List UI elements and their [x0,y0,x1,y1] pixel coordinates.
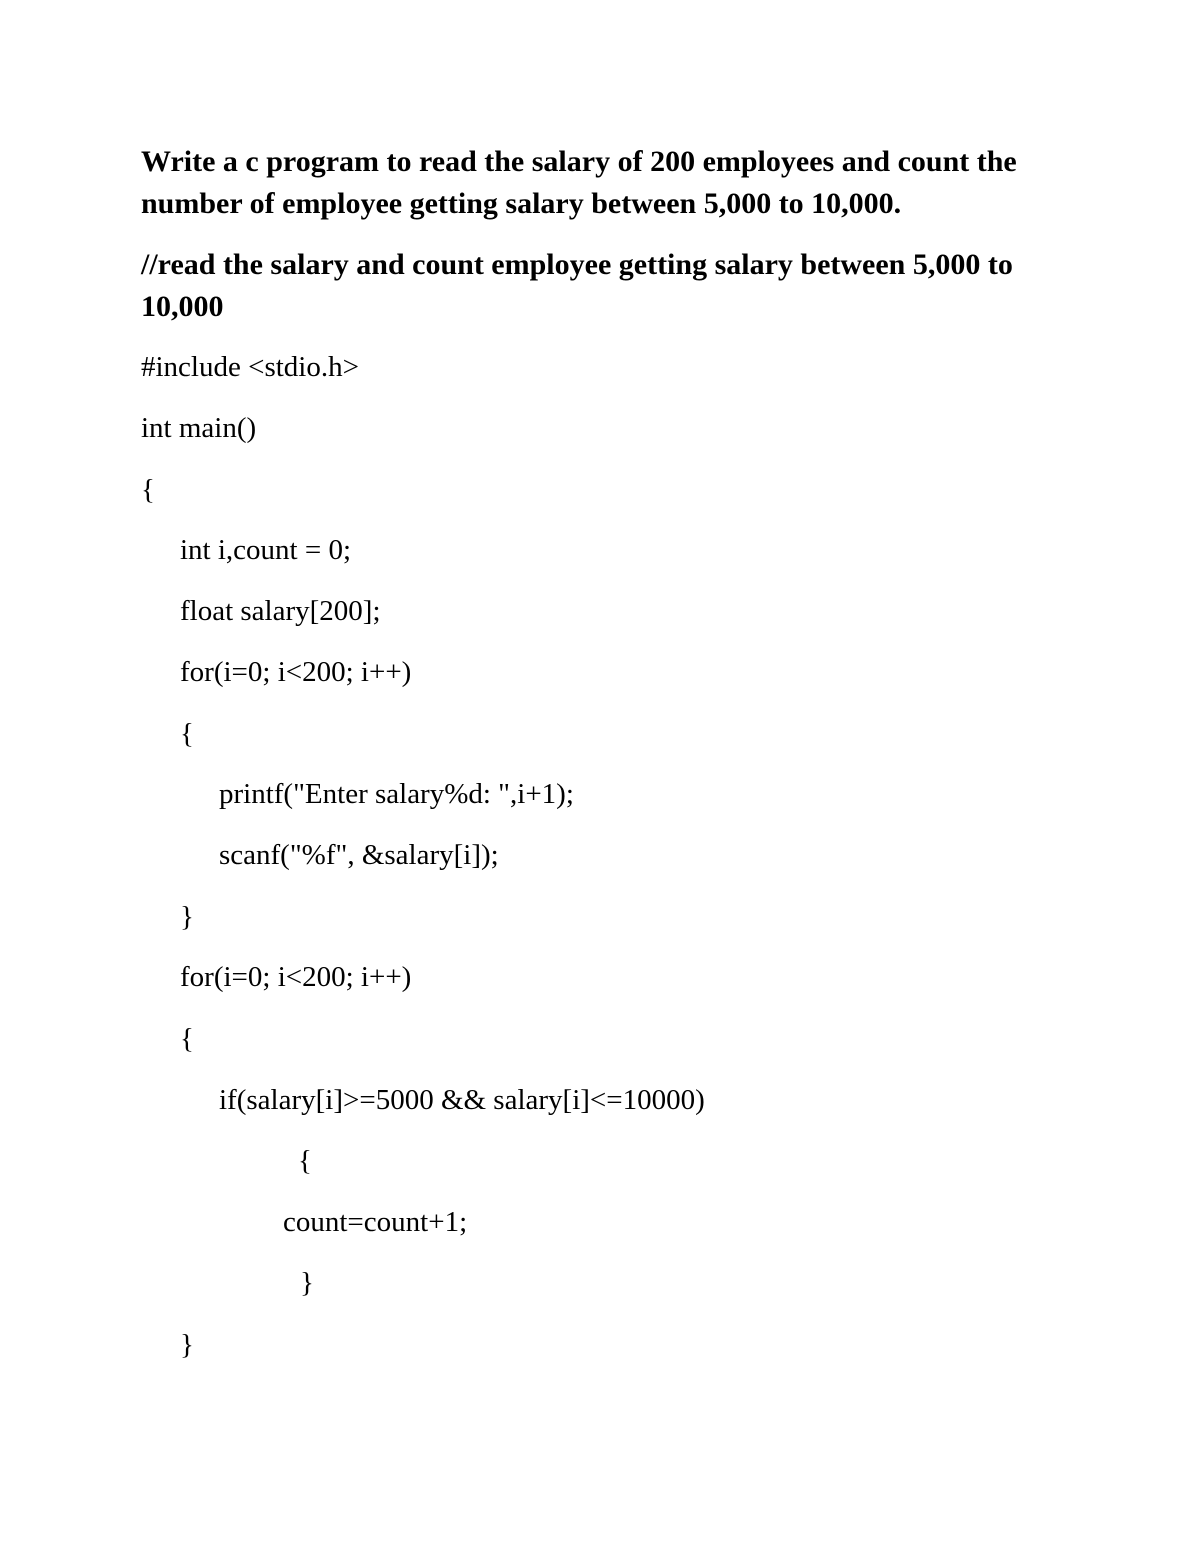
question-title: Write a c program to read the salary of 200 employees and count the number of employee getting salary between 5,000 to 10,000. [141,145,1017,220]
code-line-declare-int: int i,count = 0; [180,534,352,566]
code-line-scanf: scanf("%f", &salary[i]); [219,839,499,871]
code-line-for-count: for(i=0; i<200; i++) [180,961,412,993]
code-line-if-open: { [298,1145,312,1177]
code-line-for-count-open: { [180,1023,194,1055]
code-line-if-close: } [300,1267,314,1299]
code-line-for-read-open: { [180,718,194,750]
code-line-if: if(salary[i]>=5000 && salary[i]<=10000) [219,1084,705,1116]
code-line-increment: count=count+1; [283,1206,468,1238]
code-line-for-read: for(i=0; i<200; i++) [180,656,412,688]
code-line-printf: printf("Enter salary%d: ",i+1); [219,778,574,810]
code-comment: //read the salary and count employee getting salary between 5,000 to 10,000 [141,248,1013,323]
code-line-declare-float: float salary[200]; [180,595,381,627]
code-line-main: int main() [141,412,257,444]
code-line-for-read-close: } [180,901,194,933]
code-line-open-brace: { [141,474,155,506]
code-line-include: #include <stdio.h> [141,351,359,383]
code-line-for-count-close: } [180,1329,194,1361]
